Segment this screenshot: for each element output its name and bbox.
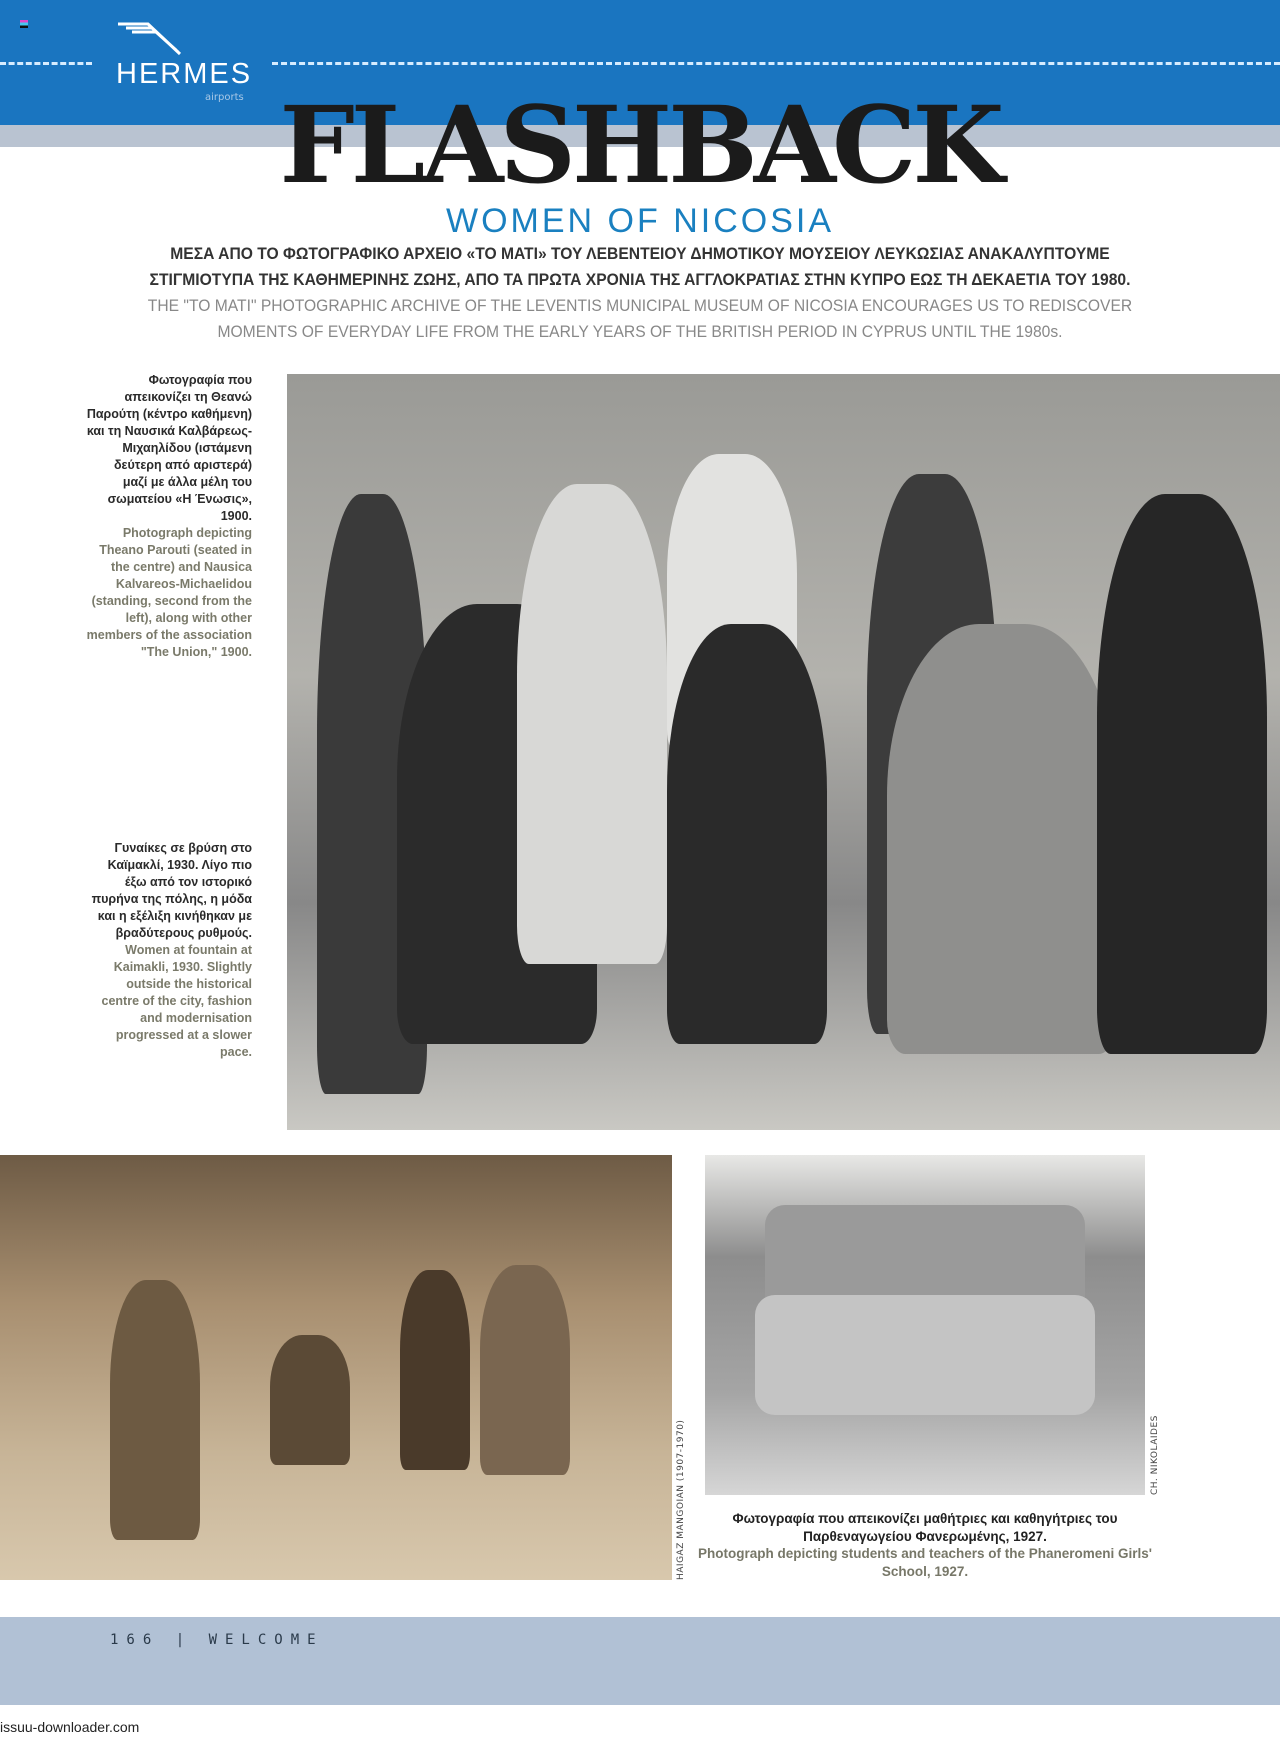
intro-greek-1: ΜΕΣΑ ΑΠΟ ΤΟ ΦΩΤΟΓΡΑΦΙΚΟ ΑΡΧΕΙΟ «ΤΟ ΜΑΤΙ» ΤΟΥ ΛΕΒΕΝΤΕΙΟΥ ΔΗΜΟΤΙΚΟΥ ΜΟΥΣΕΙΟΥ ΛΕΥΚΩΣΙΑΣ ΑΝΑΚΑΛΥΠΤΟΥΜΕ: [170, 244, 1110, 263]
caption-english: Women at fountain at Kaimakli, 1930. Slightly outside the historical centre of the city, fashion and modernisation progressed at a slower pace.: [101, 943, 252, 1059]
fountain-photo: [0, 1155, 672, 1580]
caption-english: Photograph depicting Theano Parouti (seated in the centre) and Nausica Kalvareos-Michaelidou (standing, second from the left), along with other members of the association "The Union," 1900.: [86, 526, 252, 659]
logo-name: HERMES: [116, 58, 253, 90]
watermark: issuu-downloader.com: [0, 1719, 140, 1735]
caption-english: Photograph depicting students and teachers of the Phaneromeni Girls' School, 1927.: [697, 1546, 1153, 1579]
intro-english-2: MOMENTS OF EVERYDAY LIFE FROM THE EARLY YEARS OF THE BRITISH PERIOD IN CYPRUS UNTIL THE 1980s.: [217, 322, 1063, 341]
page-title: FLASHBACK: [279, 82, 1001, 207]
divider: [0, 62, 92, 65]
school-photo: [705, 1155, 1145, 1495]
school-photo-credit: CH. NIKOLAIDES: [1150, 1415, 1160, 1495]
school-photo-caption: [685, 1510, 1165, 1580]
divider: [272, 62, 1280, 65]
logo-sub: airports: [205, 92, 244, 103]
fountain-photo-credit: HAIGAZ MANGOIAN (1907-1970): [676, 1419, 686, 1580]
main-photo-caption: [86, 372, 252, 661]
color-marker-icon: [20, 20, 28, 28]
caption-greek: Γυναίκες σε βρύση στο Καϊμακλί, 1930. Λίγο πιο έξω από τον ιστορικό πυρήνα της πόλης, η μόδα και η εξέλιξη κινήθηκαν με βραδύτερους ρυθμούς.: [91, 841, 252, 940]
intro-english-1: THE "TO MATI" PHOTOGRAPHIC ARCHIVE OF THE LEVENTIS MUNICIPAL MUSEUM OF NICOSIA ENCOURAGES US TO REDISCOVER: [147, 296, 1133, 315]
page-number: 166 | WELCOME: [110, 1632, 324, 1648]
fountain-photo-caption: [86, 840, 252, 1061]
main-photo-women-association: [287, 374, 1280, 1130]
caption-greek: Φωτογραφία που απεικονίζει μαθήτριες και καθηγήτριες του Παρθεναγωγείου Φανερωμένης, 1927.: [732, 1511, 1118, 1544]
page-subtitle: WOMEN OF NICOSIA: [446, 202, 834, 240]
intro-greek-2: ΣΤΙΓΜΙΟΤΥΠΑ ΤΗΣ ΚΑΘΗΜΕΡΙΝΗΣ ΖΩΗΣ, ΑΠΟ ΤΑ ΠΡΩΤΑ ΧΡΟΝΙΑ ΤΗΣ ΑΓΓΛΟΚΡΑΤΙΑΣ ΣΤΗΝ ΚΥΠΡΟ ΕΩΣ ΤΗ ΔΕΚΑΕΤΙΑ ΤΟΥ 1980.: [149, 270, 1131, 289]
wing-icon: [118, 22, 188, 56]
caption-greek: Φωτογραφία που απεικονίζει τη Θεανώ Παρούτη (κέντρο καθήμενη) και τη Ναυσικά Καλβάρεως-Μιχαηλίδου (ιστάμενη δεύτερη από αριστερά) μαζί με άλλα μέλη του σωματείου «Η Ένωσις», 1900.: [86, 373, 252, 523]
